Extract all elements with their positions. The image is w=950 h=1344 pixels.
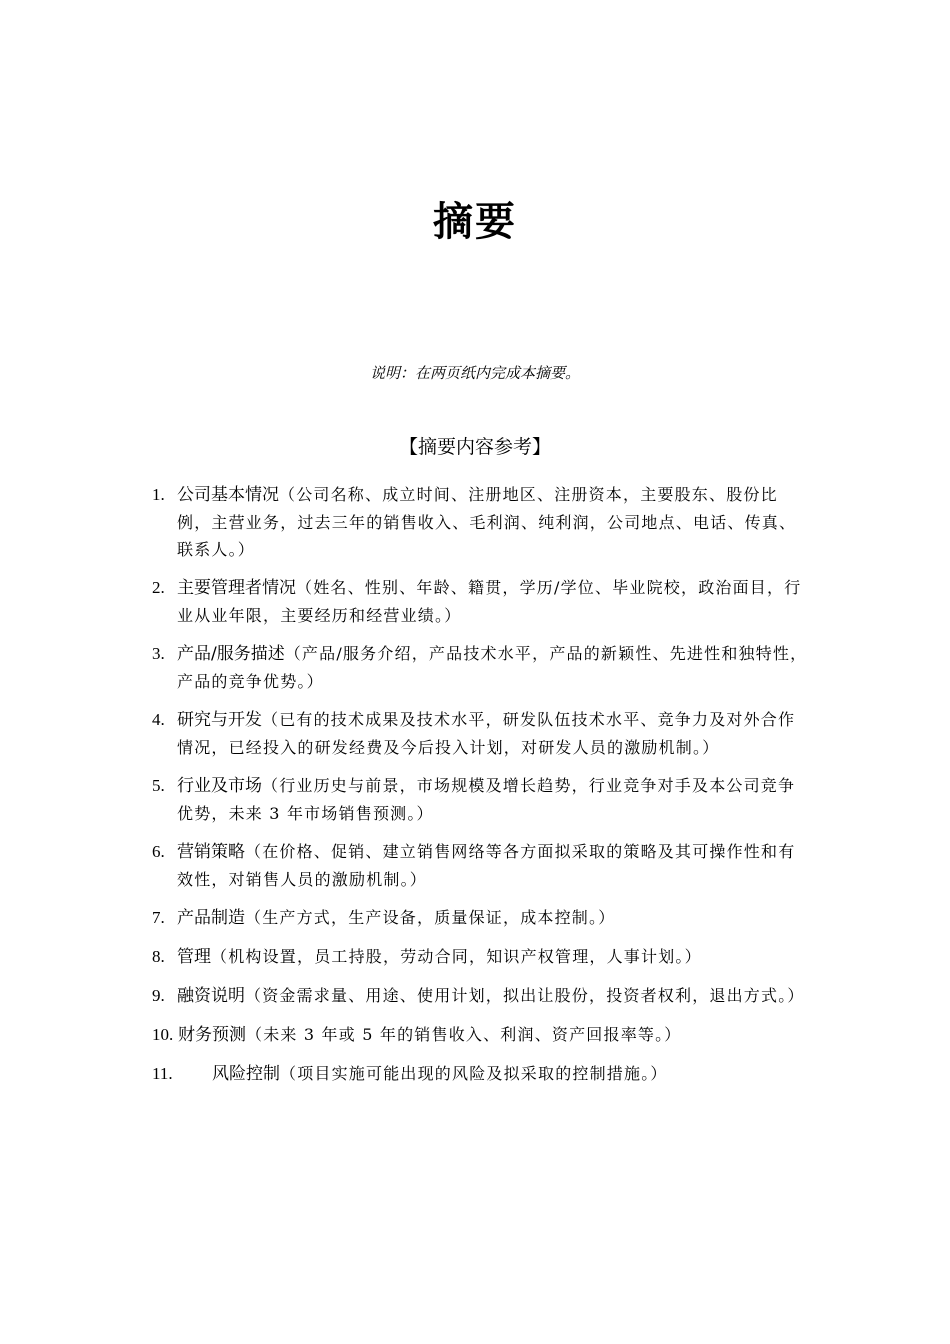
item-number: 10. <box>152 1025 174 1044</box>
item-label: 财务预测 <box>178 1025 246 1045</box>
item-label: 管理 <box>177 947 211 967</box>
list-item <box>152 838 812 893</box>
item-label: 产品制造 <box>177 908 245 928</box>
item-label: 研究与开发 <box>177 710 262 730</box>
item-number: 2. <box>152 578 165 597</box>
item-description: （资金需求量、用途、使用计划，拟出让股份，投资者权利，退出方式。） <box>245 986 805 1005</box>
item-label: 公司基本情况 <box>177 485 279 505</box>
item-description: （在价格、促销、建立销售网络等各方面拟采取的策略及其可操作性和有效性，对销售人员的激励机制。） <box>177 842 796 889</box>
item-description: （项目实施可能出现的风险及拟采取的控制措施。） <box>280 1064 668 1083</box>
item-number: 9. <box>152 986 165 1005</box>
instruction-note: 说明：在两页纸内完成本摘要。 <box>369 364 580 382</box>
item-label: 行业及市场 <box>177 776 262 796</box>
list-item <box>152 772 812 827</box>
page-title: 摘要 <box>433 199 517 245</box>
list-item <box>152 904 812 932</box>
item-number: 4. <box>152 710 165 729</box>
item-number: 8. <box>152 947 165 966</box>
item-number: 7. <box>152 908 165 927</box>
list-item <box>152 640 812 695</box>
list-item <box>152 1060 812 1088</box>
item-label: 营销策略 <box>177 842 245 862</box>
list-item <box>152 574 812 629</box>
list-item <box>152 982 812 1010</box>
reference-list <box>152 481 812 1099</box>
list-item <box>152 481 812 563</box>
item-description: （已有的技术成果及技术水平，研发队伍技术水平、竞争力及对外合作情况，已经投入的研发经费及今后投入计划，对研发人员的激励机制。） <box>177 710 796 757</box>
item-description: （行业历史与前景，市场规模及增长趋势，行业竞争对手及本公司竞争优势，未来 3 年市场销售预测。） <box>177 776 796 823</box>
list-item <box>152 943 812 971</box>
item-number: 11. <box>152 1064 173 1083</box>
item-number: 6. <box>152 842 165 861</box>
item-label: 风险控制 <box>212 1064 280 1084</box>
item-number: 3. <box>152 644 165 663</box>
item-description: （姓名、性别、年龄、籍贯，学历/学位、毕业院校，政治面目，行业从业年限，主要经历和经营业绩。） <box>177 578 802 625</box>
list-item <box>152 1021 812 1049</box>
list-item <box>152 706 812 761</box>
item-label: 主要管理者情况 <box>177 578 296 598</box>
item-description: （产品/服务介绍，产品技术水平，产品的新颖性、先进性和独特性，产品的竞争优势。） <box>177 644 808 691</box>
item-description: （未来 3 年或 5 年的销售收入、利润、资产回报率等。） <box>246 1025 682 1044</box>
item-description: （公司名称、成立时间、注册地区、注册资本，主要股东、股份比例，主营业务，过去三年的销售收入、毛利润、纯利润，公司地点、电话、传真、联系人。） <box>177 485 797 559</box>
item-number: 5. <box>152 776 165 795</box>
item-description: （生产方式，生产设备，质量保证，成本控制。） <box>245 908 616 927</box>
item-number: 1. <box>152 485 165 504</box>
item-label: 融资说明 <box>177 986 245 1006</box>
item-label: 产品/服务描述 <box>177 644 285 664</box>
item-description: （机构设置，员工持股，劳动合同，知识产权管理，人事计划。） <box>211 947 702 966</box>
section-heading: 【摘要内容参考】 <box>398 436 551 458</box>
